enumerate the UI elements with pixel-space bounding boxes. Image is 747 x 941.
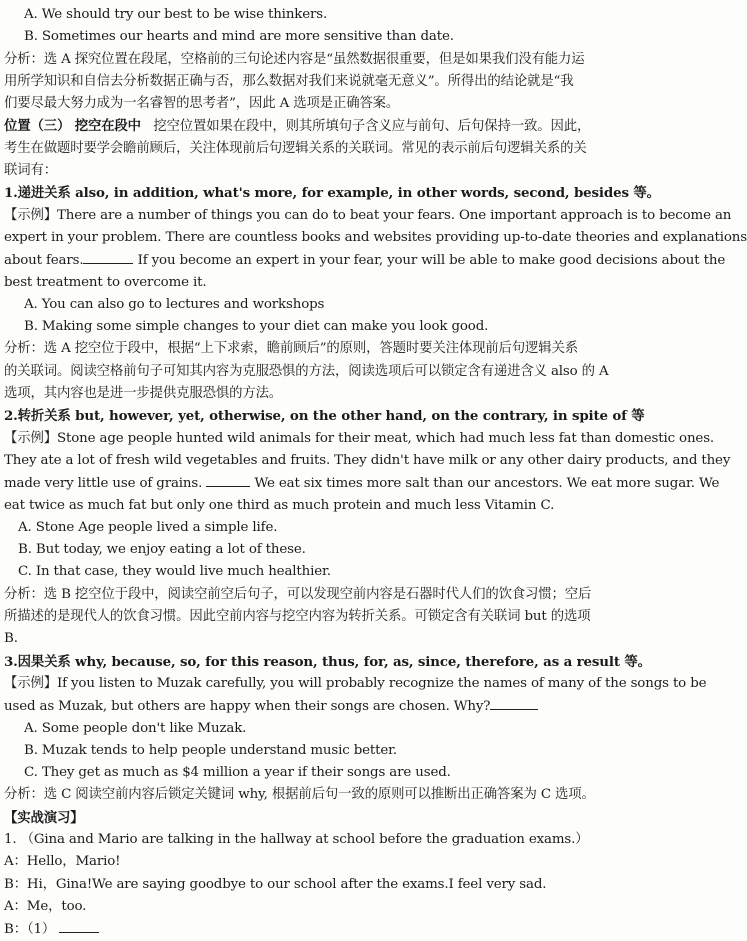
- option-line: B. But today, we enjoy eating a lot of these.: [18, 542, 306, 558]
- answer-blank: [59, 918, 99, 933]
- option-line: C. In that case, they would live much healthier.: [18, 564, 331, 580]
- example-passage: They ate a lot of fresh wild vegetables and fruits. They didn't have milk or any other dairy products, and they: [4, 452, 731, 468]
- passage-text: If you become an expert in your fear, your will be able to make good decisions about the: [133, 253, 726, 269]
- analysis-paragraph: 用所学知识和自信去分析数据正确与否，那么数据对我们来说就毫无意义”。所得出的结论就是“我: [4, 73, 574, 89]
- example-passage: eat twice as much fat but only one third as much protein and much less Vitamin C.: [4, 497, 555, 513]
- example-passage: [4, 695, 641, 717]
- answer-blank: [83, 249, 133, 264]
- option-line: B. Muzak tends to help people understand music better.: [24, 742, 398, 758]
- section-heading: 位置（三） 挖空在段中: [4, 118, 141, 135]
- example-passage: 【示例】There are a number of things you can do to beat your fears. One important approach is to become an: [4, 207, 732, 223]
- answer-blank: [490, 695, 538, 710]
- passage-text: about fears.: [4, 253, 84, 269]
- dialogue-text: B：（1）: [4, 922, 56, 938]
- example-passage: expert in your problem. There are countless books and websites providing up-to-date theories and explanations: [4, 229, 747, 245]
- analysis-paragraph: B.: [4, 631, 18, 647]
- analysis-paragraph: 们要尽最大努力成为一名睿智的思考者”，因此 A 选项是正确答案。: [4, 96, 400, 112]
- answer-blank: [206, 472, 250, 487]
- option-line: A. We should try our best to be wise thinkers.: [24, 7, 328, 22]
- example-passage: [4, 472, 720, 494]
- analysis-paragraph: 分析：选 A 挖空位于段中，根据“上下求索，瞻前顾后”的原则，答题时要关注体现前后句逻辑关系: [4, 341, 578, 357]
- section-intro: 挖空位置如果在段中，则其所填句子含义应与前句、后句保持一致。因此，: [153, 119, 591, 135]
- subheading-cause: 3.因果关系 why, because, so, for this reason, thus, for, as, since, therefore, as a result 等。: [4, 653, 651, 670]
- analysis-paragraph: 分析：选 C 阅读空前内容后锁定关键词 why, 根据前后句一致的原则可以推断出正确答案为 C 选项。: [4, 787, 595, 803]
- passage-text: used as Muzak, but others are happy when their songs are chosen. Why?: [4, 699, 491, 715]
- dialogue-line: A：Hello，Mario!: [4, 854, 121, 870]
- option-line: A. Some people don't like Muzak.: [24, 720, 247, 736]
- example-passage: 【示例】If you listen to Muzak carefully, you will probably recognize the names of many of the songs to be: [4, 675, 707, 691]
- subheading-contrast: 2.转折关系 but, however, yet, otherwise, on the other hand, on the contrary, in spite of 等: [4, 408, 645, 425]
- passage-text: We eat six times more salt than our ancestors. We eat more sugar. We: [250, 476, 720, 492]
- section-intro: 联词有：: [4, 163, 57, 179]
- option-line: C. They get as much as $4 million a year if their songs are used.: [24, 765, 451, 781]
- analysis-paragraph: 分析：选 A 探究位置在段尾，空格前的三句论述内容是“虽然数据很重要，但是如果我们没有能力运: [4, 51, 585, 67]
- dialogue-line: [4, 918, 641, 940]
- example-passage: best treatment to overcome it.: [4, 274, 207, 290]
- dialogue-intro: 1. （Gina and Mario are talking in the hallway at school before the graduation exams.）: [4, 831, 589, 847]
- option-line: A. Stone Age people lived a simple life.: [18, 519, 278, 535]
- analysis-paragraph: 的关联词。阅读空格前句子可知其内容为克服恐惧的方法，阅读选项后可以锁定含有递进含义 also 的 A: [4, 363, 609, 379]
- example-passage: [4, 249, 726, 271]
- analysis-paragraph: 分析：选 B 挖空位于段中，阅读空前空后句子，可以发现空前内容是石器时代人们的饮食习惯；空后: [4, 586, 592, 602]
- option-line: A. You can also go to lectures and workshops: [24, 296, 325, 312]
- example-passage: 【示例】Stone age people hunted wild animals for their meat, which had much less fat than domestic ones.: [4, 430, 715, 446]
- option-line: B. Sometimes our hearts and mind are more sensitive than date.: [24, 29, 454, 45]
- option-line: B. Making some simple changes to your diet can make you look good.: [24, 319, 489, 335]
- dialogue-line: B：Hi，Gina!We are saying goodbye to our school after the exams.I feel very sad.: [4, 876, 547, 892]
- practice-heading: 【实战演习】: [4, 809, 84, 826]
- section-intro: 考生在做题时要学会瞻前顾后，关注体现前后句逻辑关系的关联词。常见的表示前后句逻辑关系的关: [4, 140, 587, 156]
- section-heading-line: [4, 115, 641, 137]
- analysis-paragraph: 所描述的是现代人的饮食习惯。因此空前内容与挖空内容为转折关系。可锁定含有关联词 but 的选项: [4, 609, 591, 625]
- subheading-progressive: 1.递进关系 also, in addition, what's more, for example, in other words, second, besides 等。: [4, 185, 660, 202]
- analysis-paragraph: 选项，其内容也是进一步提供克服恐惧的方法。: [4, 386, 283, 402]
- passage-text: made very little use of grains.: [4, 476, 203, 492]
- dialogue-line: A：Me，too.: [4, 898, 87, 914]
